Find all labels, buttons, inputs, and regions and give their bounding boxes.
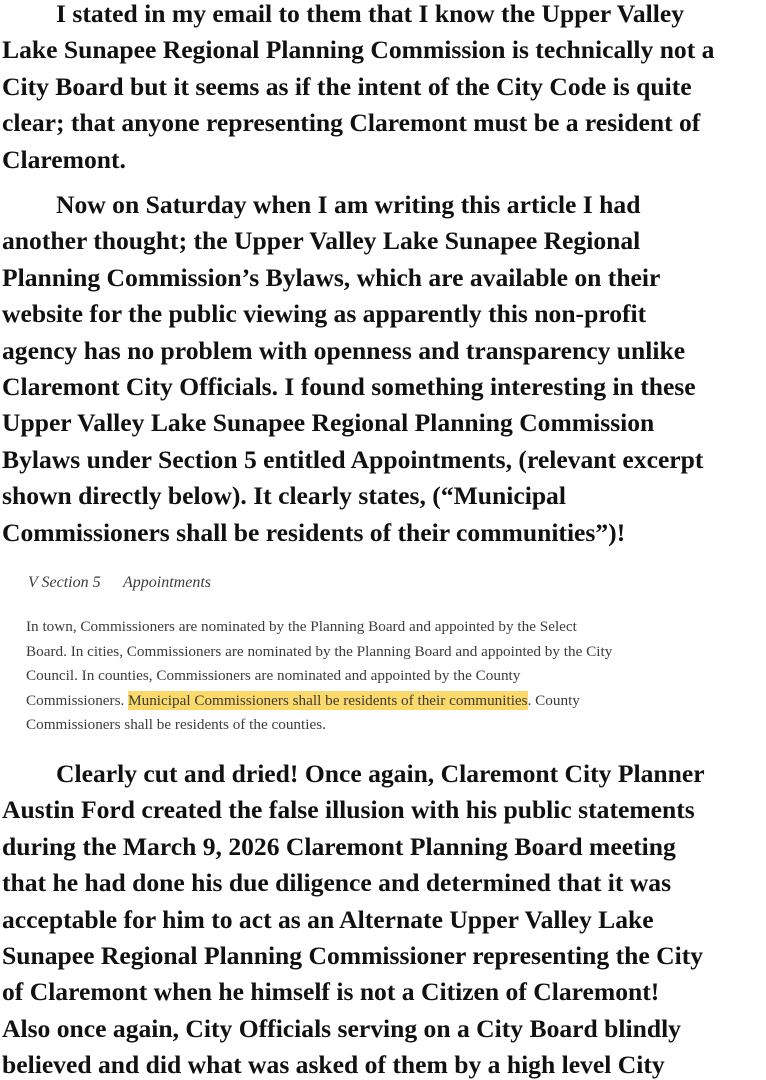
text-line: agency has no problem with openness and transparency unlike: [2, 335, 686, 365]
excerpt-line: Board. In cities, Commissioners are nominated by the Planning Board and appointed by the City: [26, 642, 613, 660]
text-line: Lake Sunapee Regional Planning Commission is technically not a: [2, 35, 715, 65]
text-line: Claremont.: [2, 144, 126, 174]
text-line: Austin Ford created the false illusion with his public statements: [2, 795, 695, 825]
text-line: Commissioners shall be residents of their communities”)!: [2, 517, 626, 547]
bylaws-excerpt: [26, 568, 756, 738]
excerpt-line: Council. In counties, Commissioners are nominated and appointed by the County: [26, 667, 521, 684]
text-line: clear; that anyone representing Claremont must be a resident of: [2, 108, 701, 138]
highlighted-text: Municipal Commissioners shall be residents of their communities: [128, 691, 528, 709]
text-line: during the March 9, 2026 Claremont Planning Board meeting: [2, 831, 676, 861]
text-line: website for the public viewing as apparently this non-profit: [2, 299, 647, 329]
excerpt-line: In town, Commissioners are nominated by the Planning Board and appointed by the Select: [26, 618, 577, 635]
text-line: Sunapee Regional Planning Commissioner representing the City: [2, 941, 704, 971]
text-line: I stated in my email to them that I know the Upper Valley: [56, 0, 685, 28]
text-line: shown directly below). It clearly states, (“Municipal: [2, 481, 566, 511]
excerpt-body: [26, 615, 756, 738]
excerpt-line: Commissioners shall be residents of the counties.: [26, 716, 326, 733]
text-line: of Claremont when he himself is not a Citizen of Claremont!: [2, 977, 660, 1007]
text-line: Planning Commission’s Bylaws, which are available on their: [2, 262, 661, 292]
text-line: Clearly cut and dried! Once again, Claremont City Planner: [56, 759, 705, 788]
text-line: Now on Saturday when I am writing this article I had: [56, 190, 641, 219]
paragraph-conclusion: [2, 756, 705, 1080]
text-line: City Board but it seems as if the intent of the City Code is quite: [2, 71, 692, 101]
excerpt-heading: [28, 572, 756, 594]
excerpt-text: Commissioners.: [26, 691, 129, 709]
paragraph-email-statement: [2, 0, 714, 178]
excerpt-section-title: Appointments: [123, 574, 211, 591]
text-line: believed and did what was asked of them by a high level City: [2, 1050, 665, 1080]
text-line: Bylaws under Section 5 entitled Appointments, (relevant excerpt: [2, 444, 704, 474]
excerpt-text: . County: [527, 691, 580, 709]
text-line: that he had done his due diligence and determined that it was: [2, 868, 672, 898]
text-line: another thought; the Upper Valley Lake Sunapee Regional: [2, 226, 641, 256]
text-line: Claremont City Officials. I found something interesting in these: [2, 372, 696, 402]
text-line: Also once again, City Officials serving on a City Board blindly: [2, 1013, 681, 1043]
text-line: acceptable for him to act as an Alternate Upper Valley Lake: [2, 904, 654, 934]
excerpt-section-number: V Section 5: [28, 574, 101, 591]
excerpt-line: [26, 689, 756, 714]
text-line: Upper Valley Lake Sunapee Regional Planning Commission: [2, 408, 655, 438]
paragraph-bylaws-finding: [2, 187, 703, 551]
